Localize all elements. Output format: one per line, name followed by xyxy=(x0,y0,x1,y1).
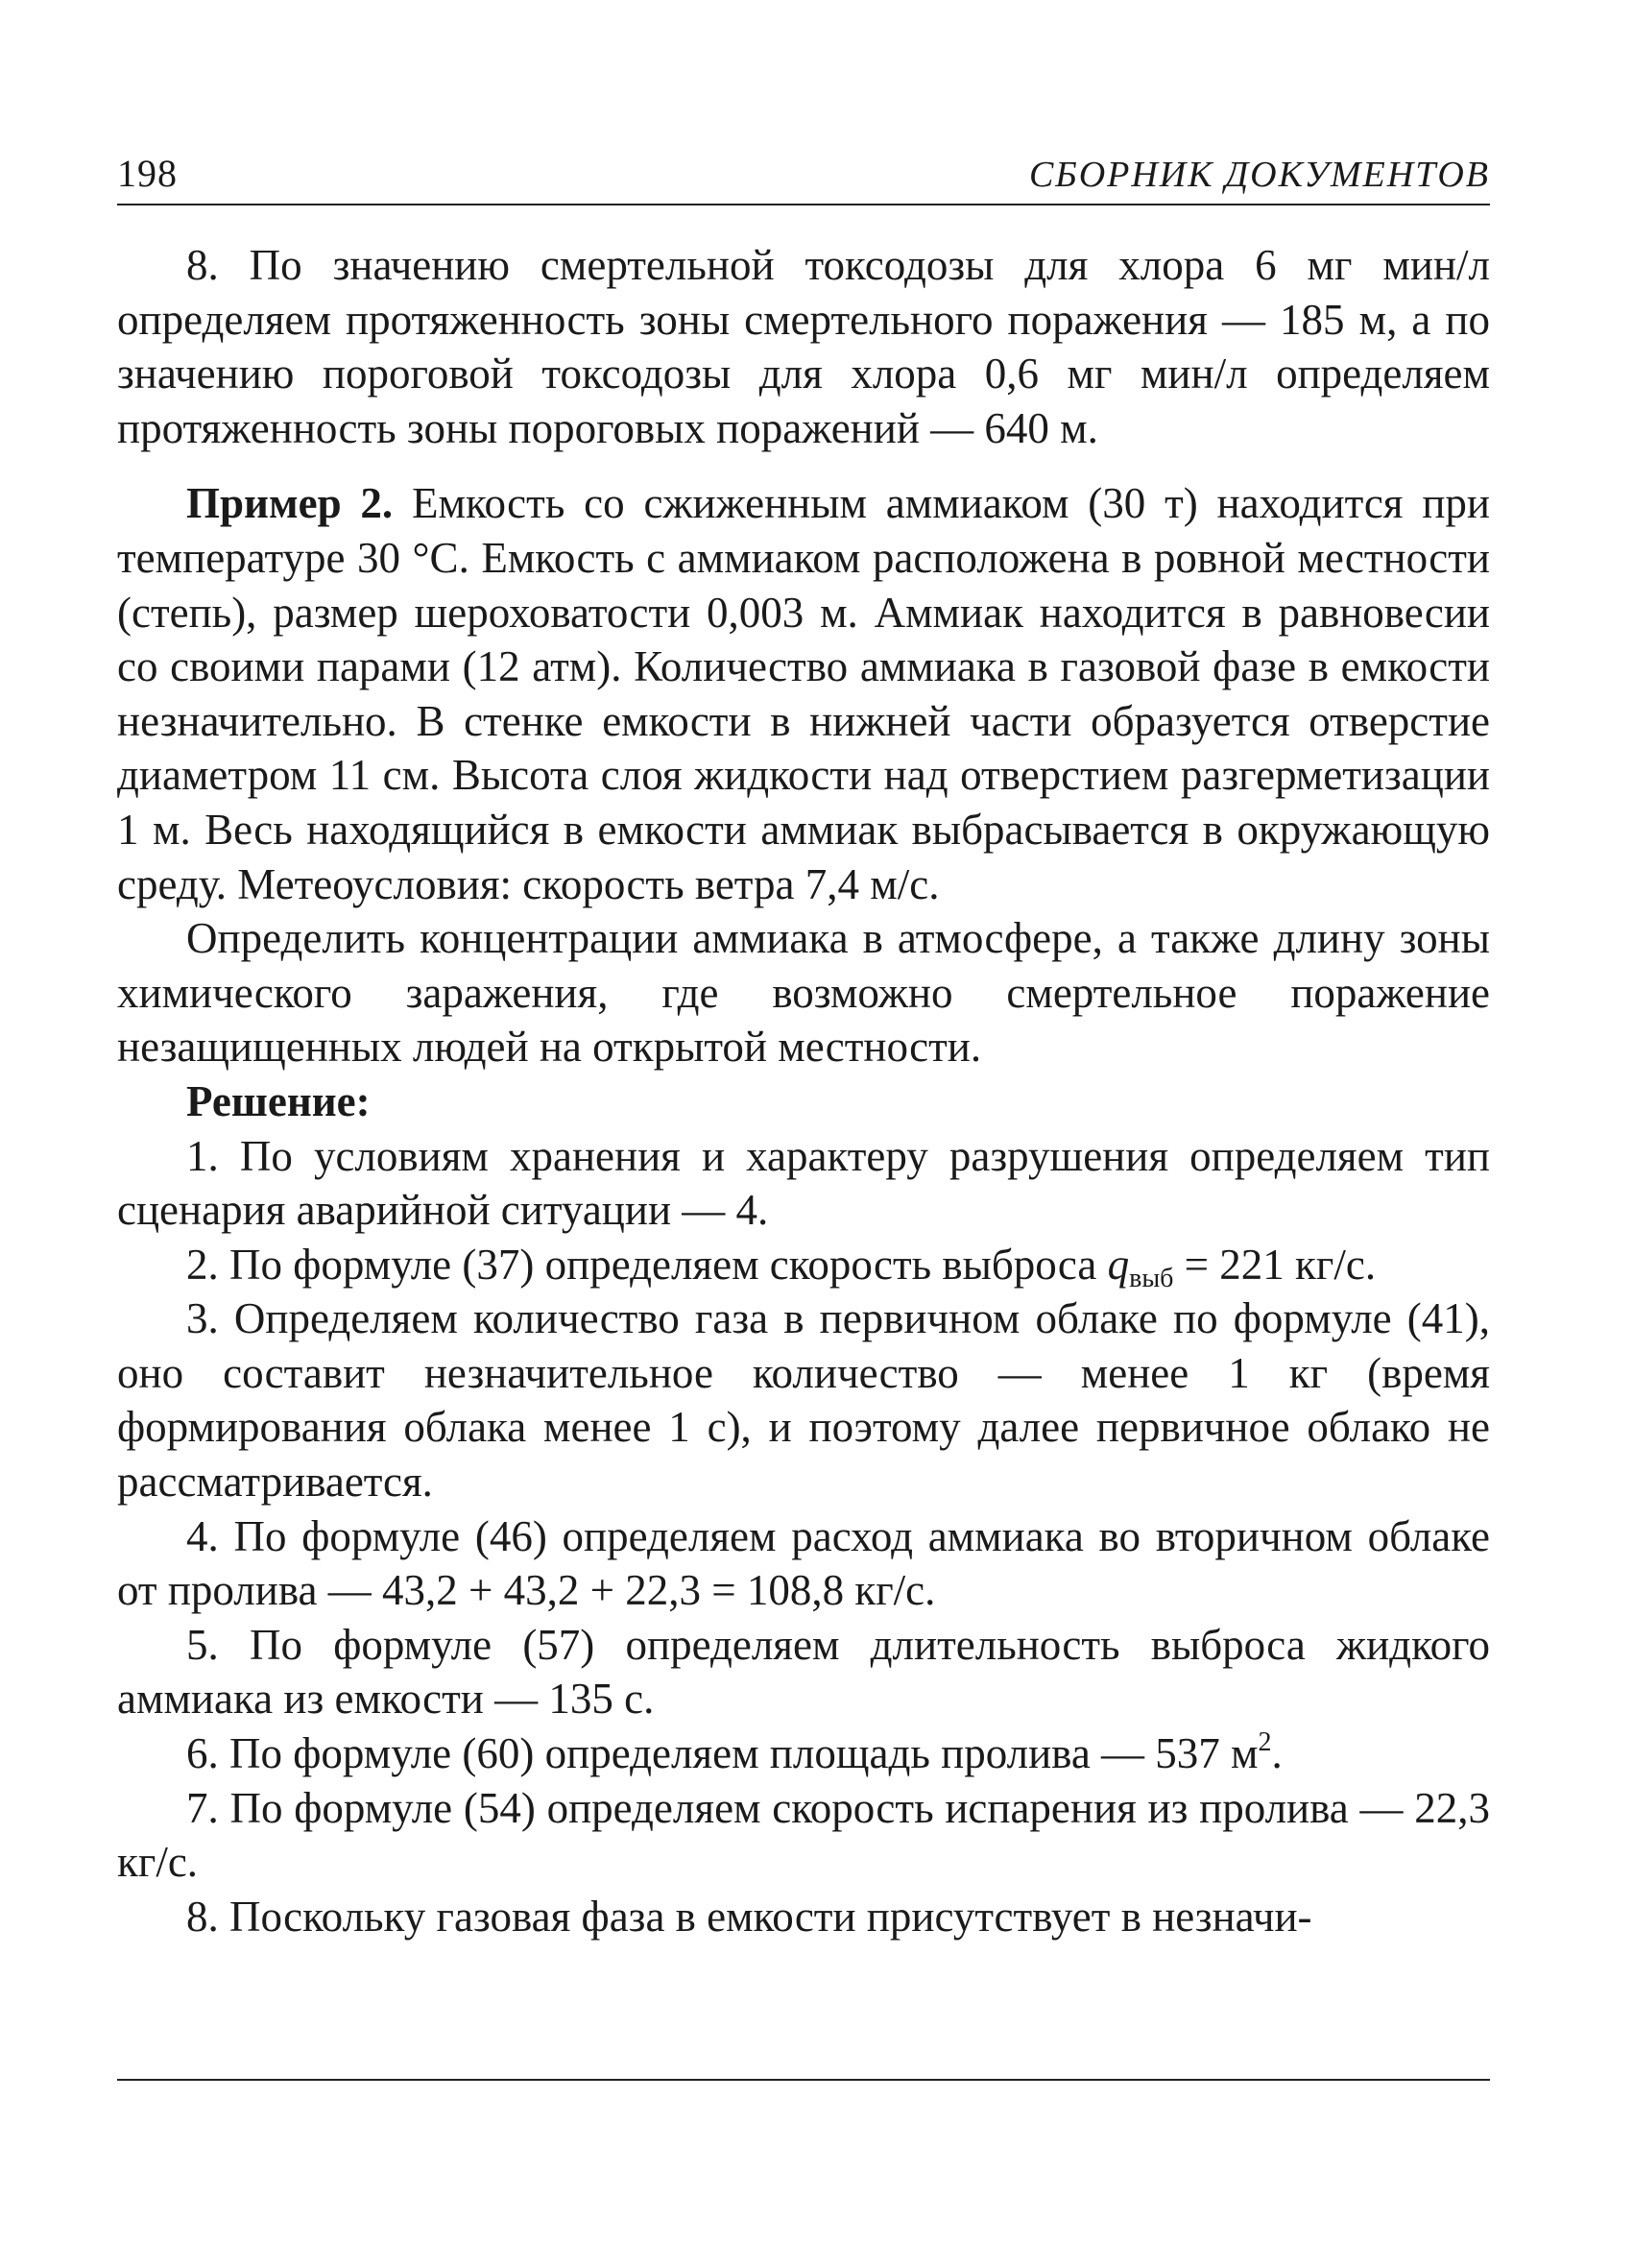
paragraph-task: Определить концентрации аммиака в атмосфере, а также длину зоны химического заражения, где возможно смертельное поражение незащищенных людей на открытой местности. xyxy=(117,914,1490,1072)
subscript-vyb: выб xyxy=(1129,1263,1174,1293)
solution-step-2 xyxy=(117,1238,1490,1292)
solution-step-5: 5. По формуле (57) определяем длительность выброса жидкого аммиака из емкости — 135 с. xyxy=(117,1620,1490,1724)
step-6-text: 6. По формуле (60) определяем площадь пролива — 537 м xyxy=(186,1729,1259,1778)
solution-step-3: 3. Определяем количество газа в первичном облаке по формуле (41), оно составит незначительное количество — менее 1 кг (время формирования облака менее 1 с), и поэтому далее первичное облако не рассматривается. xyxy=(117,1294,1490,1507)
solution-step-8: 8. Поскольку газовая фаза в емкости присутствует в незначи- xyxy=(186,1892,1312,1941)
paragraph-example-2 xyxy=(117,476,1490,911)
solution-step-1: 1. По условиям хранения и характеру разрушения определяем тип сценария аварийной ситуации — 4. xyxy=(117,1131,1490,1235)
variable-q: q xyxy=(1107,1240,1130,1289)
footer-rule xyxy=(117,2079,1490,2081)
running-head: СБОРНИК ДОКУМЕНТОВ xyxy=(1028,155,1490,195)
step-2-text: 2. По формуле (37) определяем скорость выброса xyxy=(186,1240,1108,1289)
page-header xyxy=(117,144,1490,205)
page-number: 198 xyxy=(117,152,178,195)
solution-heading: Решение: xyxy=(186,1076,371,1125)
example-label: Пример 2. xyxy=(186,479,394,528)
solution-step-7: 7. По формуле (54) определяем скорость испарения из пролива — 22,3 кг/с. xyxy=(117,1783,1490,1887)
document-page xyxy=(117,144,1490,1943)
step-2-value: = 221 кг/с. xyxy=(1173,1240,1377,1289)
body-text xyxy=(117,238,1490,1943)
superscript-2: 2 xyxy=(1258,1727,1272,1758)
example-text: Емкость со сжиженным аммиаком (30 т) находится при температуре 30 °С. Емкость с аммиаком расположена в ровной местности (степь), размер шероховатости 0,003 м. Аммиак находится в равновесии со своими парами (12 атм). Количество аммиака в газовой фазе в емкости незначительно. В стенке емкости в нижней части образуется отверстие диаметром 11 см. Высота слоя жидкости над отверстием разгерметизации 1 м. Весь находящийся в емкости аммиак выбрасывается в окружающую среду. Метеоусловия: скорость ветра 7,4 м/с. xyxy=(117,479,1490,908)
solution-step-6 xyxy=(117,1726,1490,1781)
solution-step-4: 4. По формуле (46) определяем расход аммиака во вторичном облаке от пролива — 43,2 + 43,2 + 22,3 = 108,8 кг/с. xyxy=(117,1511,1490,1615)
paragraph-step-8-chlorine: 8. По значению смертельной токсодозы для хлора 6 мг мин/л определяем протяженность зоны смертельного поражения — 185 м, а по значению пороговой токсодозы для хлора 0,6 мг мин/л определяем протяженность зоны пороговых поражений — 640 м. xyxy=(117,241,1490,452)
step-6-end: . xyxy=(1271,1729,1283,1778)
